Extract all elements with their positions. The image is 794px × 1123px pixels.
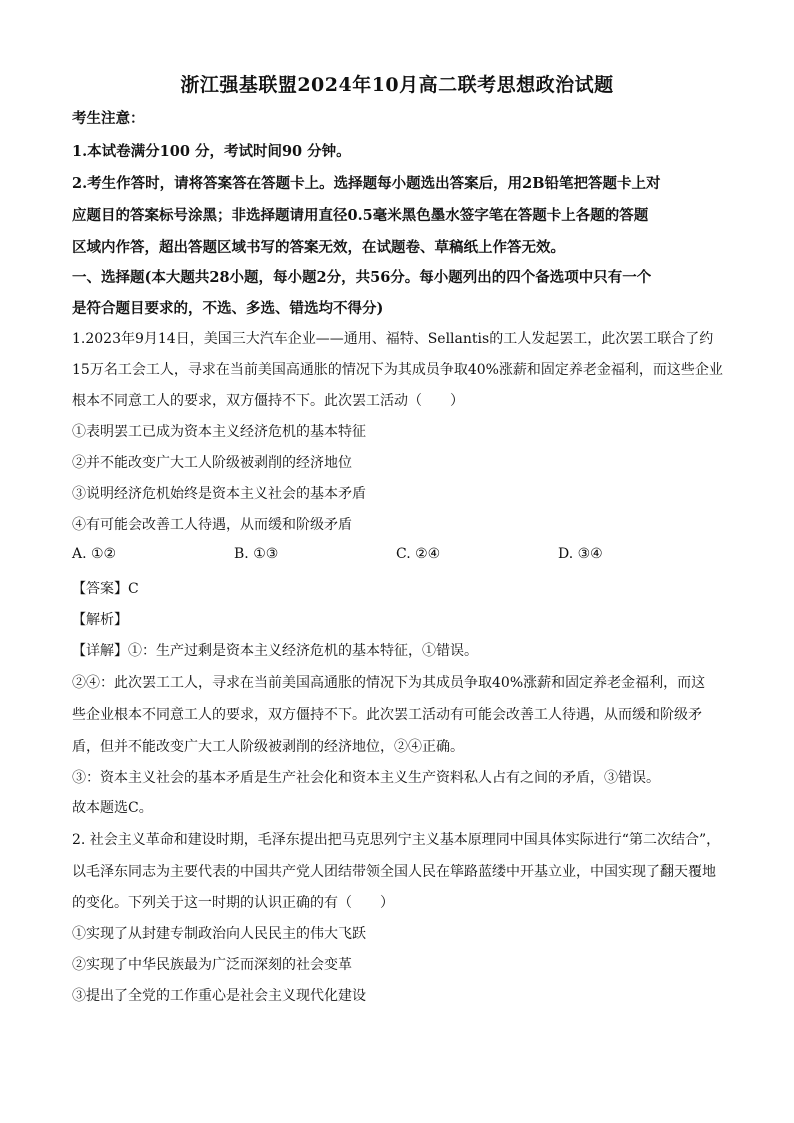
q1-stem-line: 15万名工会工人，寻求在当前美国高通胀的情况下为其成员争取40%涨薪和固定养老金福利，而这些企业	[72, 362, 723, 378]
q1-explanation-line: ③：资本主义社会的基本矛盾是生产社会化和资本主义生产资料私人占有之间的矛盾，③错误。	[72, 770, 660, 786]
notice-item: 应题目的答案标号涂黑；非选择题请用直径0.5毫米黑色墨水签字笔在答题卡上各题的答题	[72, 207, 649, 224]
q1-explanation-line: 故本题选C。	[72, 800, 153, 816]
q2-statement: ③提出了全党的工作重心是社会主义现代化建设	[72, 988, 366, 1004]
q1-statement: ②并不能改变广大工人阶级被剥削的经济地位	[72, 455, 352, 471]
q2-stem-line: 的变化。下列关于这一时期的认识正确的有（ ）	[72, 895, 394, 911]
q1-stem-line: 根本不同意工人的要求，双方僵持不下。此次罢工活动（ ）	[72, 393, 464, 409]
q2-statement: ②实现了中华民族最为广泛而深刻的社会变革	[72, 957, 352, 973]
q2-stem-line: 2. 社会主义革命和建设时期，毛泽东提出把马克思列宁主义基本原理同中国具体实际进行“第二次结合”，	[72, 832, 721, 848]
q1-answer: 【答案】C	[72, 581, 139, 597]
q1-option-a: A. ①②	[72, 546, 117, 562]
q1-option-d: D. ③④	[558, 546, 603, 562]
q1-explanation-line: ②④：此次罢工工人，寻求在当前美国高通胀的情况下为其成员争取40%涨薪和固定养老金福利，而这	[72, 675, 706, 691]
page-title: 浙江强基联盟2024年10月高二联考思想政治试题	[180, 74, 614, 96]
q1-stem-line: 1.2023年9月14日，美国三大汽车企业——通用、福特、Sellantis的工人发起罢工，此次罢工联合了约	[72, 331, 714, 347]
q1-explanation-line: 【详解】①：生产过剩是资本主义经济危机的基本特征，①错误。	[72, 643, 478, 659]
q1-analysis-label: 【解析】	[72, 612, 128, 628]
notice-item: 2.考生作答时，请将答案答在答题卡上。选择题每小题选出答案后，用2B铅笔把答题卡上对	[72, 175, 661, 192]
section-heading: 一、选择题(本大题共28小题，每小题2分，共56分。每小题列出的四个备选项中只有一个	[72, 269, 652, 286]
notice-heading: 考生注意：	[72, 110, 145, 127]
q1-option-c: C. ②④	[396, 546, 441, 562]
notice-item: 1.本试卷满分100 分，考试时间90 分钟。	[72, 143, 351, 160]
q1-option-b: B. ①③	[234, 546, 279, 562]
q2-statement: ①实现了从封建专制政治向人民民主的伟大飞跃	[72, 926, 366, 942]
q2-stem-line: 以毛泽东同志为主要代表的中国共产党人团结带领全国人民在筚路蓝缕中开基立业，中国实现了翻天覆地	[72, 864, 716, 880]
section-heading: 是符合题目要求的，不选、多选、错选均不得分)	[72, 300, 384, 317]
q1-statement: ③说明经济危机始终是资本主义社会的基本矛盾	[72, 486, 366, 502]
notice-item: 区域内作答，超出答题区域书写的答案无效，在试题卷、草稿纸上作答无效。	[72, 239, 565, 256]
q1-statement: ①表明罢工已成为资本主义经济危机的基本特征	[72, 424, 366, 440]
q1-explanation-line: 盾，但并不能改变广大工人阶级被剥削的经济地位，②④正确。	[72, 739, 464, 755]
q1-statement: ④有可能会改善工人待遇，从而缓和阶级矛盾	[72, 517, 352, 533]
q1-explanation-line: 些企业根本不同意工人的要求，双方僵持不下。此次罢工活动有可能会改善工人待遇，从而缓和阶级矛	[72, 707, 702, 723]
